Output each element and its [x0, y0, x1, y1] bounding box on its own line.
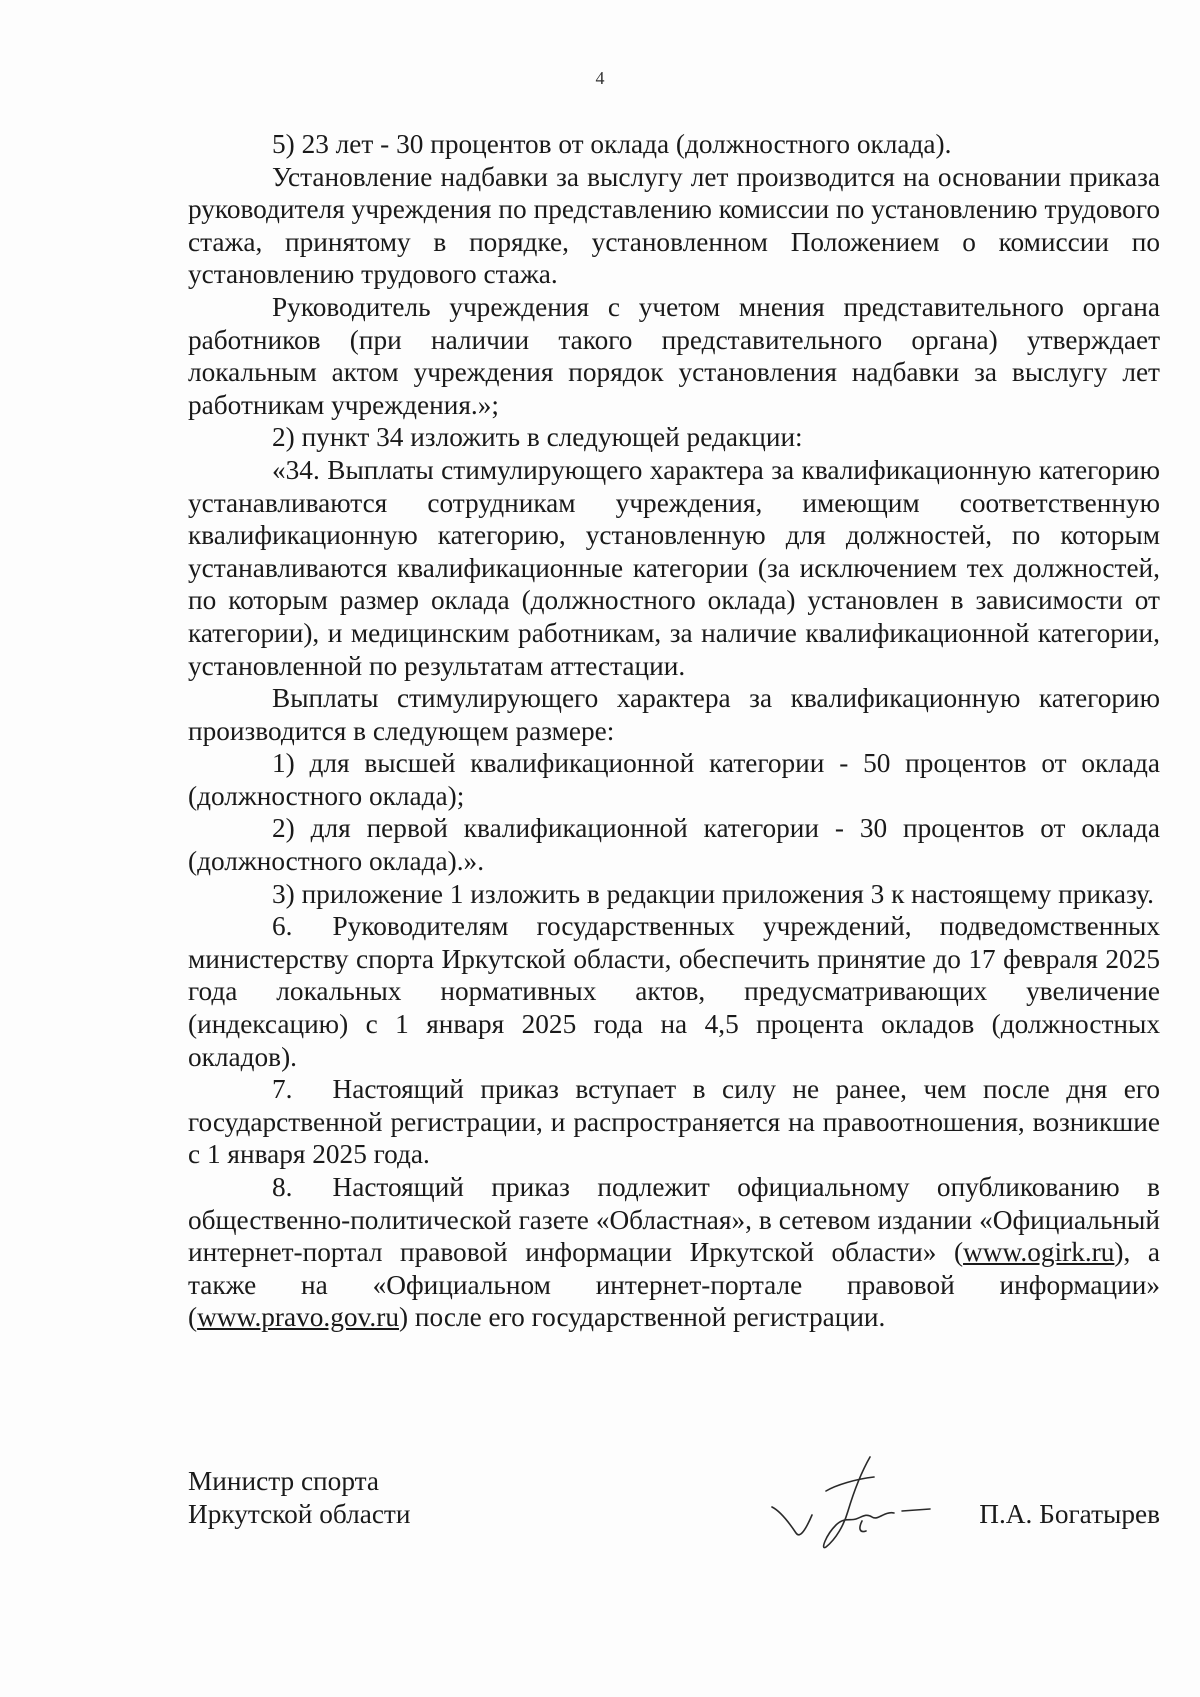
item-text: ), а также на «Официальном интернет-портале правовой информации» ( [188, 1237, 1160, 1333]
document-body [188, 128, 1160, 1334]
pravo-link[interactable]: www.pravo.gov.ru [197, 1302, 399, 1333]
item-text: Настоящий приказ подлежит официальному опубликованию в общественно-политической газете «Областная», в сетевом издании «Официальный интернет-портал правовой информации Иркутской области» ( [188, 1172, 1160, 1268]
page-number: 4 [595, 68, 605, 88]
item-text: Руководителям государственных учреждений, подведомственных министерству спорта Иркутской области, обеспечить принятие до 17 февраля 2025 года локальных нормативных актов, предусматривающих увеличение (индексацию) с 1 января 2025 года на 4,5 процента окладов (должностных окладов). [188, 911, 1160, 1072]
paragraph: Установление надбавки за выслугу лет производится на основании приказа руководителя учреждения по представлению комиссии по установлению трудового стажа, принятому в порядке, установленном Положением о комиссии по установлению трудового стажа. [188, 161, 1160, 290]
item-number: 7. [272, 1074, 293, 1105]
item-number: 6. [272, 911, 293, 942]
ogirk-link[interactable]: www.ogirk.ru [963, 1237, 1115, 1268]
item-text: Настоящий приказ вступает в силу не ранее, чем после дня его государственной регистрации, и распространяется на правоотношения, возникшие с 1 января 2025 года. [188, 1074, 1160, 1170]
paragraph: 3) приложение 1 изложить в редакции приложения 3 к настоящему приказу. [272, 878, 1154, 909]
signatory-name: П.А. Богатырев [979, 1499, 1160, 1529]
handwritten-signature [766, 1451, 936, 1561]
numbered-item [188, 910, 1160, 1073]
numbered-item [188, 1171, 1160, 1334]
paragraph: Руководитель учреждения с учетом мнения представительного органа работников (при наличии такого представительного органа) утверждает локальным актом учреждения порядок установления надбавки за выслугу лет работникам учреждения.»; [188, 291, 1160, 420]
paragraph: 2) пункт 34 изложить в следующей редакции: [272, 422, 803, 453]
signatory-title [188, 1465, 410, 1531]
signatory-title-line: Министр спорта [188, 1466, 379, 1496]
paragraph: Выплаты стимулирующего характера за квалификационную категорию производится в следующем размере: [188, 683, 1160, 746]
paragraph: «34. Выплаты стимулирующего характера за квалификационную категорию устанавливаются сотрудникам учреждения, имеющим соответственную квалификационную категорию, установленную для должностей, по которым устанавливаются квалификационные категории (за исключением тех должностей, по которым размер оклада (должностного оклада) установлен в зависимости от категории), и медицинским работникам, за наличие квалификационной категории, установленной по результатам аттестации. [188, 454, 1160, 681]
numbered-item [188, 1073, 1160, 1171]
item-number: 8. [272, 1172, 293, 1202]
paragraph: 2) для первой квалификационной категории - 30 процентов от оклада (должностного оклада).». [188, 813, 1160, 877]
item-text: ) после его государственной регистрации. [399, 1302, 886, 1333]
signatory-title-line: Иркутской области [188, 1499, 411, 1529]
paragraph: 5) 23 лет - 30 процентов от оклада (должностного оклада). [272, 129, 952, 159]
paragraph: 1) для высшей квалификационной категории - 50 процентов от оклада (должностного оклада); [188, 748, 1160, 811]
